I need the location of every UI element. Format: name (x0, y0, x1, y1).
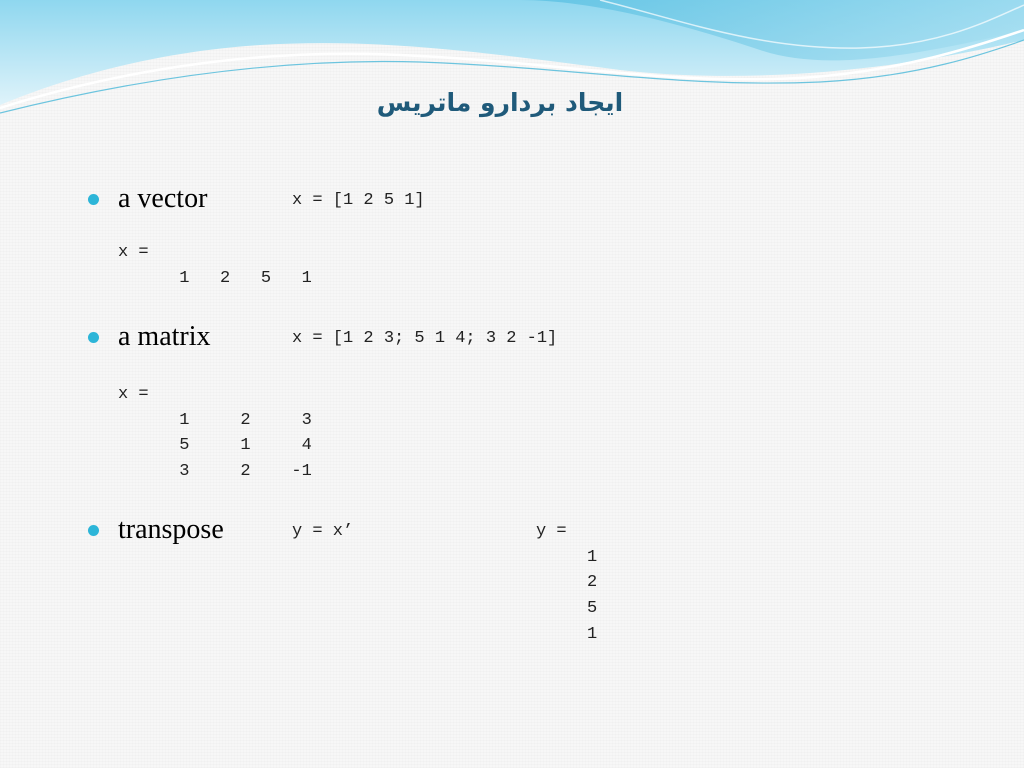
bullet-dot-icon (88, 332, 99, 343)
code-output: x = 1 2 3 5 1 4 3 2 -1 (118, 385, 312, 482)
code-command: x = [1 2 3; 5 1 4; 3 2 -1] (292, 329, 558, 348)
code-output: x = 1 2 5 1 (118, 243, 312, 288)
code-command: y = x’ (292, 522, 354, 541)
bullet-label: a vector (118, 183, 208, 214)
slide-title: ایجاد بردارو ماتریس (376, 88, 624, 117)
bullet-label: a matrix (118, 321, 211, 352)
bullet-dot-icon (88, 194, 99, 205)
code-command: x = [1 2 5 1] (292, 191, 425, 210)
bullet-dot-icon (88, 525, 99, 536)
code-output: y = 1 2 5 1 (536, 522, 598, 644)
bullet-label: transpose (118, 514, 224, 545)
